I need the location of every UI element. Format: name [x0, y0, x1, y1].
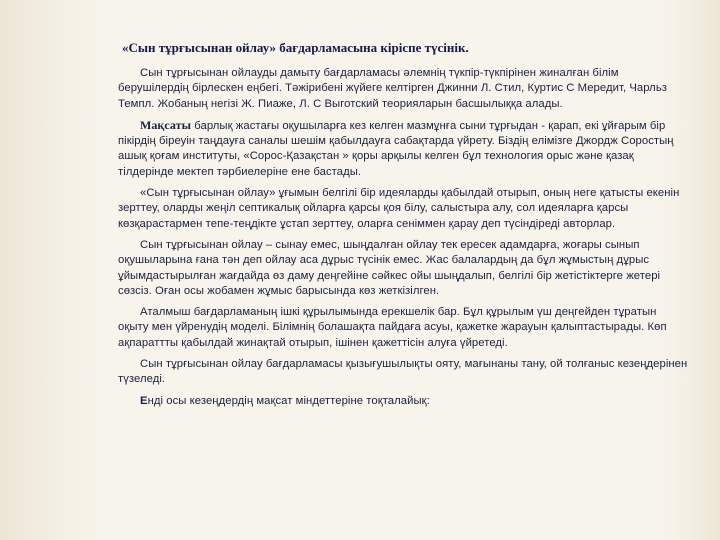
conclusion-first-letter: Е: [140, 394, 148, 407]
paragraph-stages: Сын тұрғысынан ойлау бағдарламасы қызығушылықты ояту, мағынаны тану, ой толғаныс кезеңдерінен түзеледі.: [118, 358, 688, 386]
goal-lead-word: Мақсаты: [140, 117, 192, 132]
conclusion-text: нді осы кезеңдердің мақсат міндеттеріне тоқталайық:: [147, 394, 430, 407]
paragraph-goal: [108, 118, 690, 180]
goal-text: барлық жастағы оқушыларға кез келген мазмұнға сыни тұрғыдан - қарап, екі ұйғарым бір пікірдің біреуін таңдауға саналы шешім қабылдауға сабақтарда үйрету. Біздің елімізге Джордж Соростың ашық қоғам институты, «Сорос-Қазақстан » қоры арқылы келген бұл технология орыс және қазақ тілдерінде мектеп тәрбиелеріне ене бастады.: [118, 119, 674, 178]
left-margin-decoration: [0, 0, 108, 540]
paragraph-structure: Аталмыш бағдарламаның ішкі құрылымында ерекшелік бар. Бұл құрылым үш деңгейден тұратын оқыту мен үйренудің моделі. Білімнің болашақта пайдаға асуы, қажетке жарауын қалыптастырады. Көп ақпараттты қабылдай жинақтай отырып, ішінен қажеттісін алуға үйретеді.: [118, 306, 667, 349]
slide-title: «Сын тұрғысынан ойлау» бағдарламасына кіріспе түсінік.: [122, 40, 469, 55]
paragraph-conclusion: [108, 394, 690, 409]
paragraph-concept: «Сын тұрғысынан ойлау» ұғымын белгілі бір идеяларды қабылдай отырып, оның негe қатысты екенін зерттеу, оларды жеңіл септикалық ойларға қарсы қоя білу, салыстыра алу, сол идеяларға қарсы көзқарастармен тепе-теңдікте ұстап зерттеу, оларға сеніммен қарау деп түсіндіреді авторлар.: [118, 187, 680, 230]
paragraph-not-criticism: Сын тұрғысынан ойлау – сынау емес, шыңдалған ойлау тек ересек адамдарға, жоғары сынып оқушыларына ғана тән деп ойлау аса дұрыс түсінік емес. Жас балалардың да бұл жұмыстың дұрыс ұйымдастырылған жағдайда өз даму деңгейіне сәйкес ойы шыңдалып, белгілі бір жетістіктерге жетері сөзсіз. Оған осы жобамен жұмыс барысында көз жеткізілген.: [118, 238, 661, 297]
slide-content: [108, 30, 690, 500]
paragraph-intro: Сын тұрғысынан ойлауды дамыту бағдарламасы әлемнің түкпір-түкпірінен жиналған білім берушілердің бірлескен еңбегі. Тәжірибені жүйеге келтірген Джинни Л. Стил, Куртис С Мередит, Чарльз Темпл. Жобаның негізі Ж. Пиаже, Л. С Выготский теорияларын басшылыққа алады.: [118, 67, 667, 110]
